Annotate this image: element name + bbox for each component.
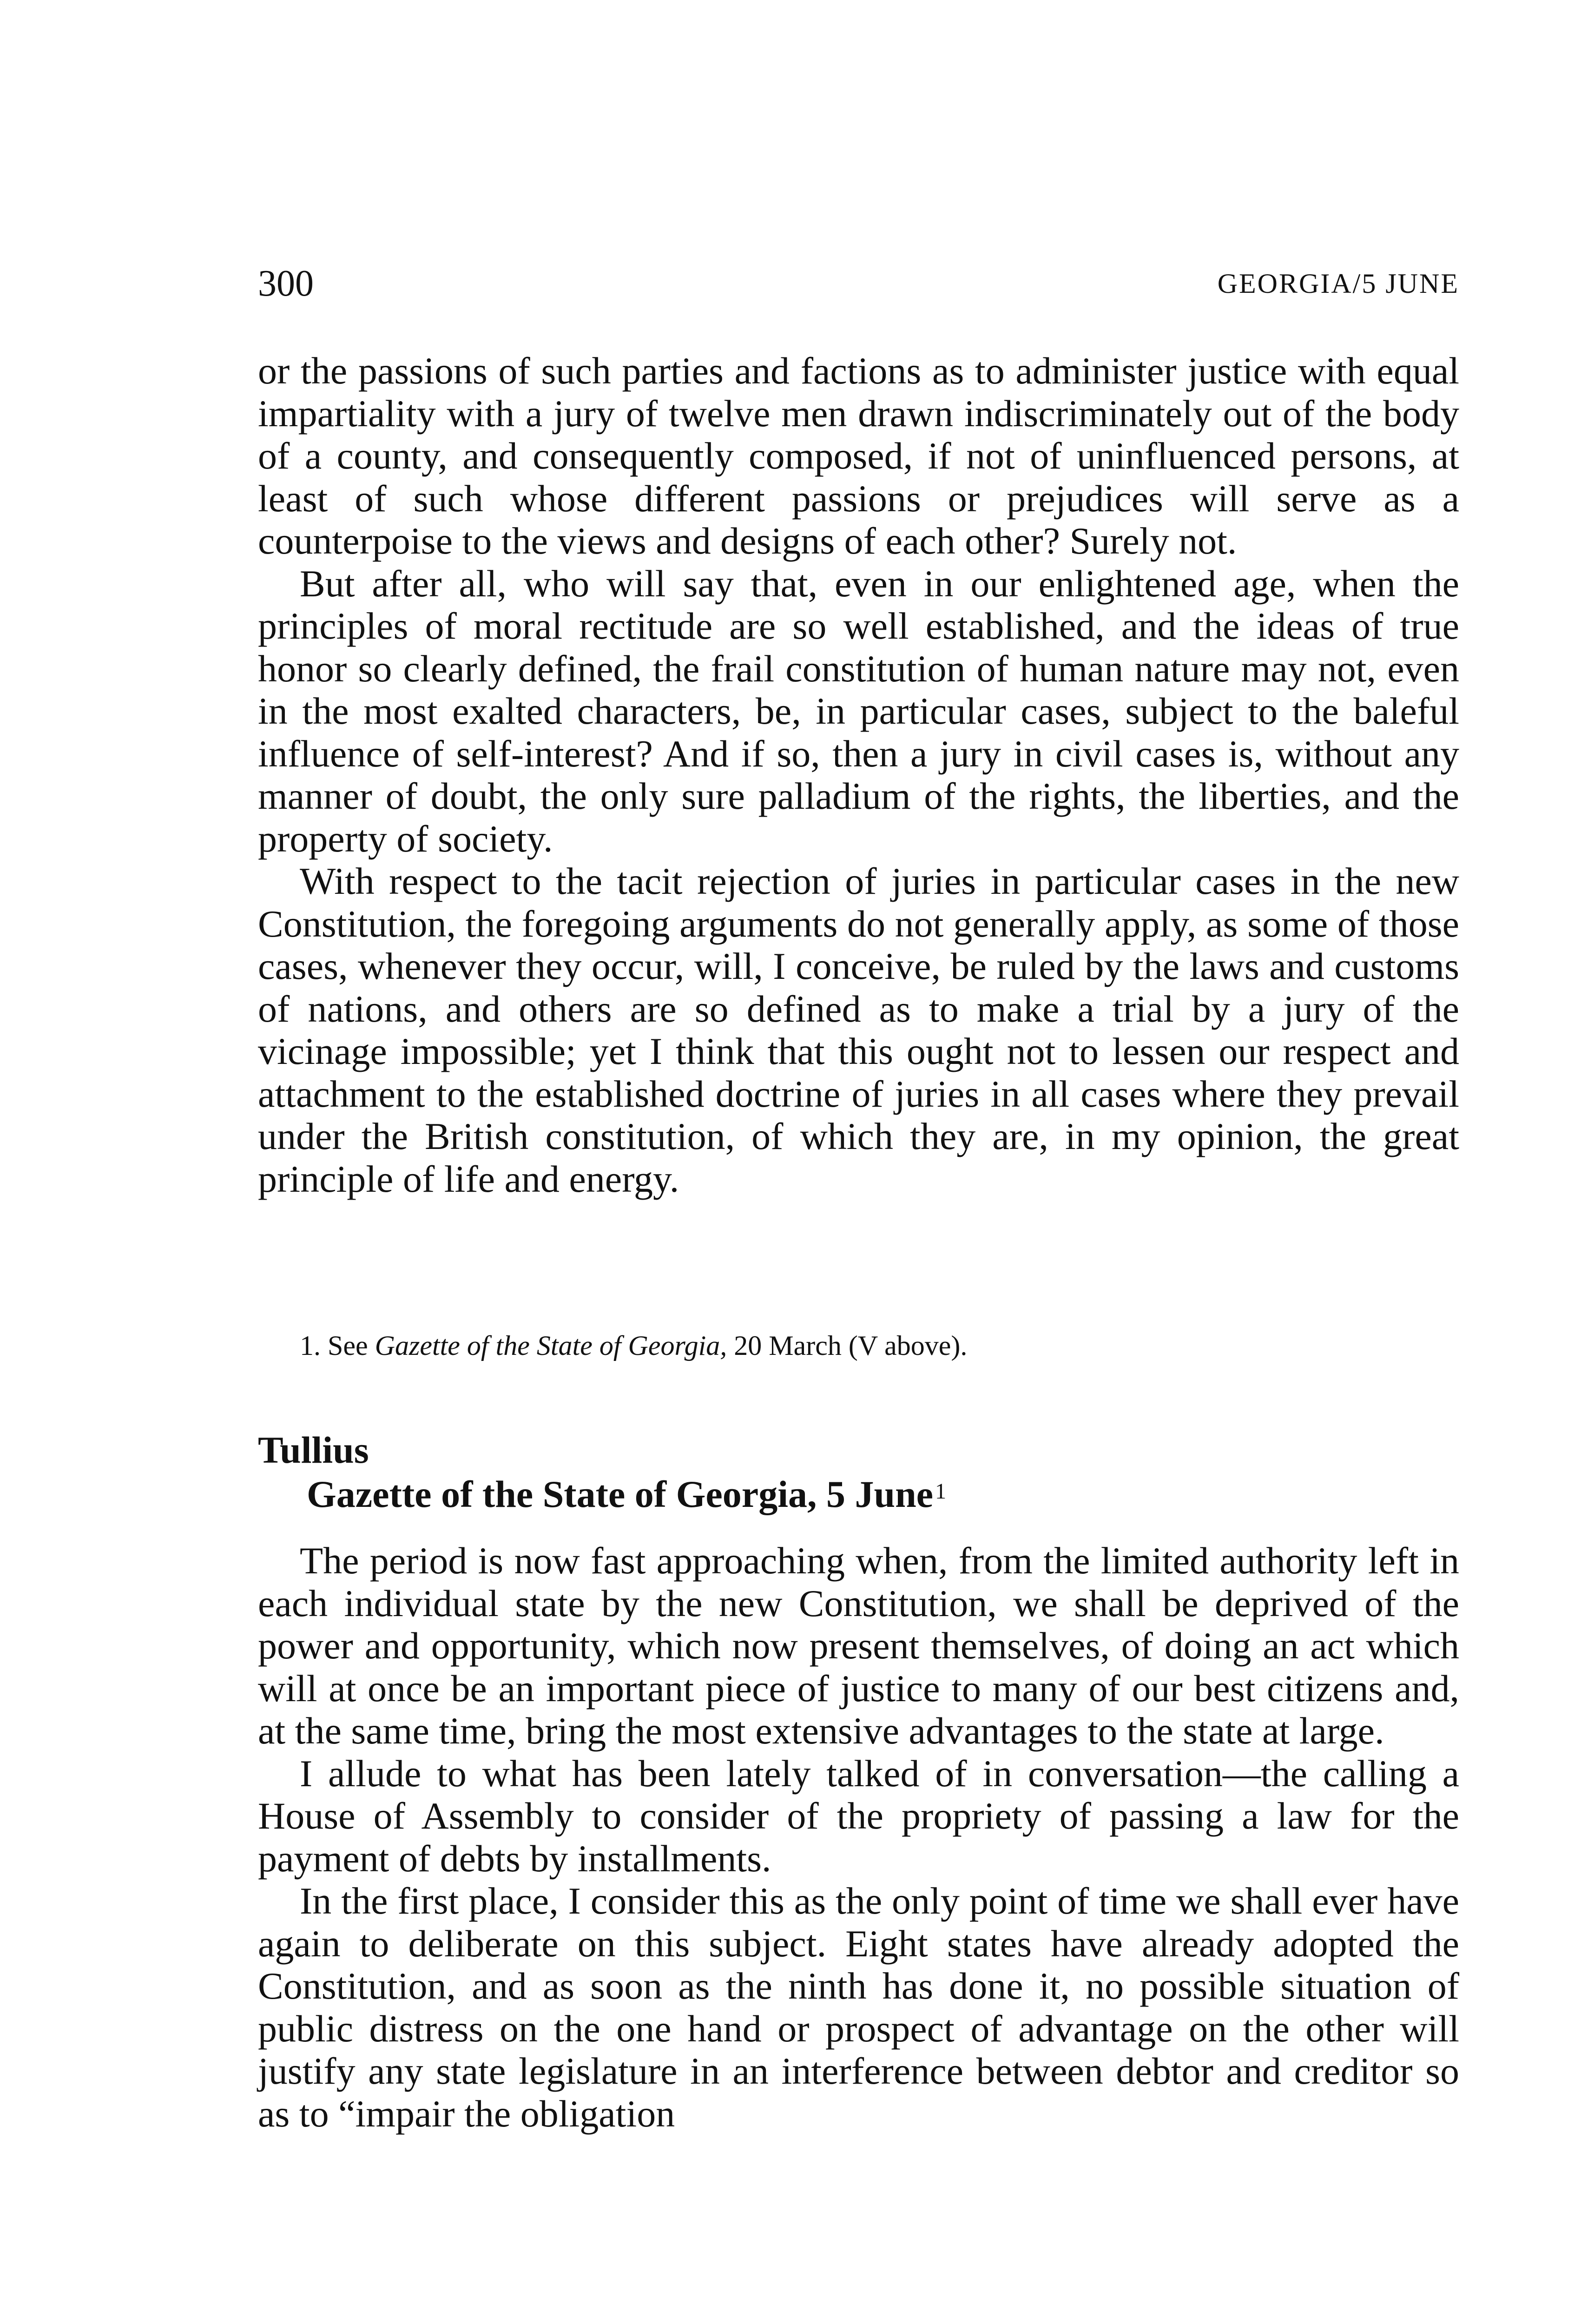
- article-body: [258, 1539, 1459, 2135]
- paragraph: The period is now fast approaching when, from the limited authority left in each individual state by the new Constitution, we shall be deprived of the power and opportunity, which now present themselves, of doing an act which will at once be an important piece of justice to many of our best citizens and, at the same time, bring the most extensive advantages to the state at large.: [258, 1539, 1459, 1752]
- running-head: [258, 260, 1459, 307]
- paragraph: I allude to what has been lately talked of in conversation—the calling a House of Assembly to consider of the propriety of passing a law for the payment of debts by installments.: [258, 1752, 1459, 1880]
- running-head-title: GEORGIA/5 JUNE: [1217, 268, 1459, 299]
- footnote: [300, 1327, 967, 1364]
- article-source: [307, 1471, 946, 1518]
- footnote-suffix: 20 March (V above).: [727, 1330, 968, 1361]
- footnote-source-title: Gazette of the State of Georgia,: [375, 1330, 727, 1361]
- article-source-title: Gazette of the State of Georgia, 5 June: [307, 1473, 934, 1515]
- paragraph: In the first place, I consider this as the only point of time we shall ever have again to deliberate on this subject. Eight states have already adopted the Constitution, and as soon as the ninth has done it, no possible situation of public distress on the one hand or prospect of advantage on the other will justify any state legislature in an interference between debtor and creditor so as to “impair the obligation: [258, 1880, 1459, 2135]
- page-number: 300: [258, 263, 314, 304]
- continued-essay-text: [258, 350, 1459, 1200]
- paragraph: or the passions of such parties and factions as to administer justice with equal impartiality with a jury of twelve men drawn indiscriminately out of the body of a county, and consequently composed, if not of uninfluenced persons, at least of such whose different passions or prejudices will serve as a counterpoise to the views and designs of each other? Surely not.: [258, 350, 1459, 562]
- article-author: Tullius: [258, 1429, 369, 1471]
- paragraph: With respect to the tacit rejection of juries in particular cases in the new Constitution, the foregoing arguments do not generally apply, as some of those cases, whenever they occur, will, I conceive, be ruled by the laws and customs of nations, and others are so defined as to make a trial by a jury of the vicinage impossible; yet I think that this ought not to lessen our respect and attachment to the established doctrine of juries in all cases where they prevail under the British constitution, of which they are, in my opinion, the great principle of life and energy.: [258, 860, 1459, 1200]
- paragraph: But after all, who will say that, even in our enlightened age, when the principles of moral rectitude are so well established, and the ideas of true honor so clearly defined, the frail constitution of human nature may not, even in the most exalted characters, be, in particular cases, subject to the baleful influence of self-interest? And if so, then a jury in civil cases is, without any manner of doubt, the only sure palladium of the rights, the liberties, and the property of society.: [258, 562, 1459, 860]
- footnote-prefix: 1. See: [300, 1330, 375, 1361]
- footnote-marker: 1: [935, 1479, 947, 1504]
